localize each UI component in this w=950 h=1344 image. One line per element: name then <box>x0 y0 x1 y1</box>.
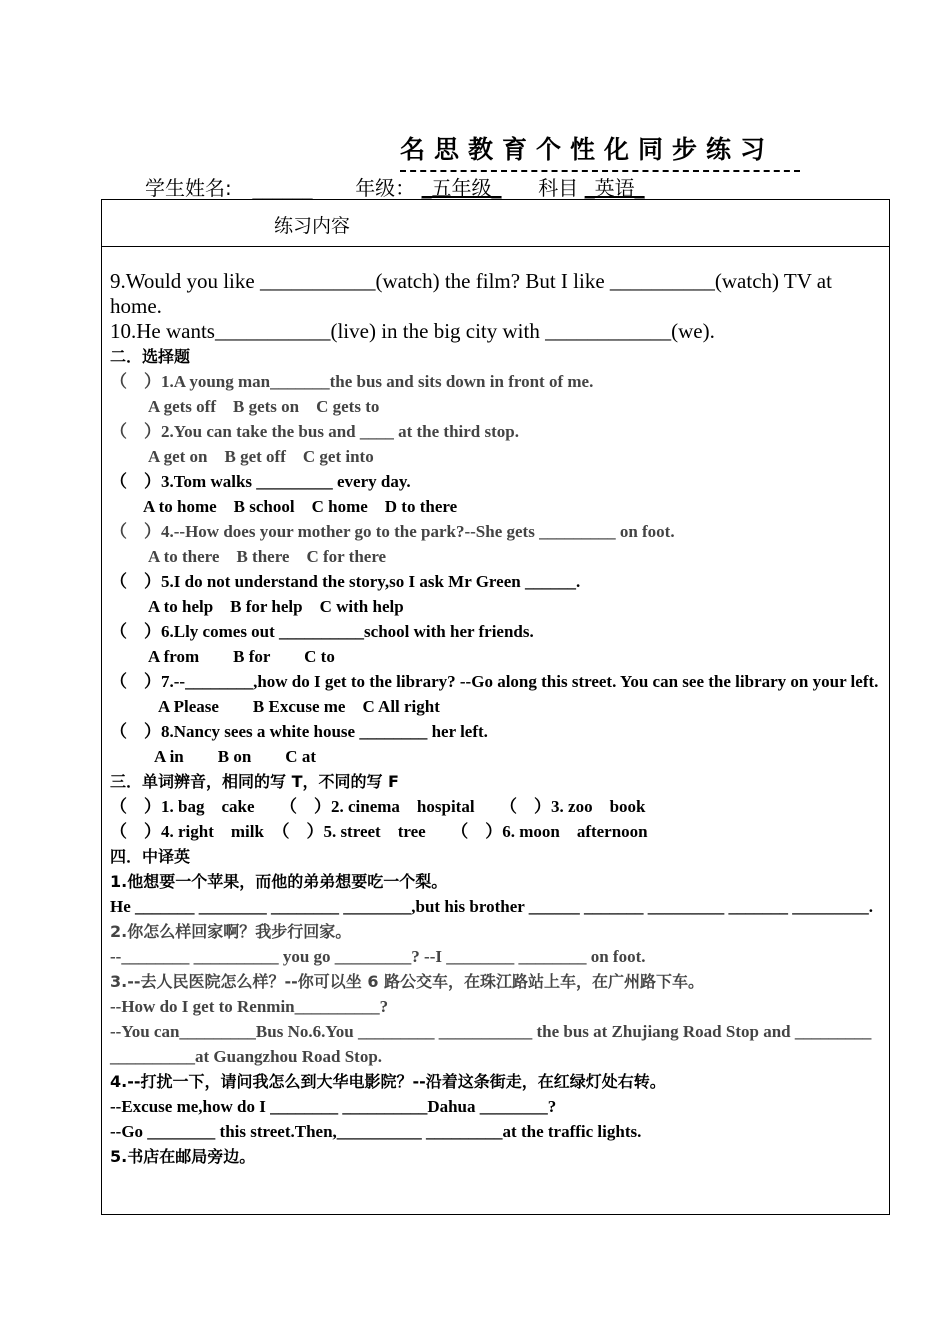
mc-question-1: （ ）1.A young man_______the bus and sits down in front of me. <box>110 372 594 391</box>
sheet-content <box>102 247 889 1169</box>
translation-5-chinese: 5.书店在邮局旁边。 <box>110 1147 256 1166</box>
mc-options-3: A to home B school C home D to there <box>143 497 458 516</box>
translation-3-chinese: 3.--去人民医院怎么样？--你可以坐 6 路公交车，在珠江路站上车，在广州路下车。 <box>110 972 705 991</box>
translation-4-english-2: --Go ________ this street.Then,__________ _________at the traffic lights. <box>110 1122 642 1141</box>
mc-question-3: （ ）3.Tom walks _________ every day. <box>110 472 411 491</box>
student-info-row <box>145 172 645 201</box>
phonics-row-1: （ ）1. bag cake （ ）2. cinema hospital （ ）3. zoo book <box>110 797 646 816</box>
mc-question-4: （ ）4.--How does your mother go to the park?--She gets _________ on foot. <box>110 522 675 541</box>
exercise-sheet <box>101 199 890 1215</box>
subject-value: _英语_ <box>584 176 645 200</box>
phonics-row-2: （ ）4. right milk （ ）5. street tree （ ）6. moon afternoon <box>110 822 648 841</box>
sheet-header <box>102 200 889 247</box>
section-2-title: 二．选择题 <box>110 347 191 366</box>
mc-question-2: （ ）2.You can take the bus and ____ at the third stop. <box>110 422 519 441</box>
translation-3-english-1: --How do I get to Renmin__________? <box>110 997 389 1016</box>
sheet-heading: 练习内容 <box>274 215 351 237</box>
page-title: 名思教育个性化同步练习 <box>400 135 775 164</box>
translation-4-chinese: 4.--打扰一下，请问我怎么到大华电影院？--沿着这条街走，在红绿灯处右转。 <box>110 1072 666 1091</box>
translation-1-english: He _______ ________ ________ ________,but his brother ______ _______ _________ _______ _________. <box>110 897 873 916</box>
mc-question-6: （ ）6.Lly comes out __________school with her friends. <box>110 622 534 641</box>
mc-options-2: A get on B get off C get into <box>148 447 374 466</box>
translation-2-english: --________ __________ you go _________? --I ________ ________ on foot. <box>110 947 646 966</box>
translation-2-chinese: 2.你怎么样回家啊？我步行回家。 <box>110 922 352 941</box>
question-10: 10.He wants___________(live) in the big city with ____________(we). <box>110 319 715 343</box>
student-name-label: 学生姓名: <box>145 176 232 200</box>
mc-question-5: （ ）5.I do not understand the story,so I ask Mr Green ______. <box>110 572 581 591</box>
translation-1-chinese: 1.他想要一个苹果，而他的弟弟想要吃一个梨。 <box>110 872 448 891</box>
mc-question-8: （ ）8.Nancy sees a white house ________ her left. <box>110 722 488 741</box>
mc-options-6: A from B for C to <box>148 647 335 666</box>
section-3-title: 三．单词辨音，相同的写 T，不同的写 F <box>110 772 399 791</box>
mc-options-1: A gets off B gets on C gets to <box>148 397 380 416</box>
grade-label: 年级： <box>355 176 416 200</box>
mc-options-7: A Please B Excuse me C All right <box>158 697 440 716</box>
mc-options-5: A to help B for help C with help <box>148 597 404 616</box>
subject-label: 科目 <box>538 176 579 200</box>
mc-options-4: A to there B there C for there <box>148 547 387 566</box>
student-name-blank: ______ <box>252 176 313 200</box>
translation-3-english-2: --You can_________Bus No.6.You _________ ___________ the bus at Zhujiang Road Stop and _________ __________at Guangzhou Road Stop. <box>110 1022 872 1066</box>
question-9: 9.Would you like ___________(watch) the film? But I like __________(watch) TV at home. <box>110 269 832 318</box>
grade-value: _五年级_ <box>421 176 502 200</box>
mc-options-8: A in B on C at <box>154 747 316 766</box>
translation-4-english-1: --Excuse me,how do I ________ __________Dahua ________? <box>110 1097 557 1116</box>
section-4-title: 四．中译英 <box>110 847 191 866</box>
mc-question-7: （ ）7.--________,how do I get to the library? --Go along this street. You can see the library on your left. <box>110 672 879 691</box>
